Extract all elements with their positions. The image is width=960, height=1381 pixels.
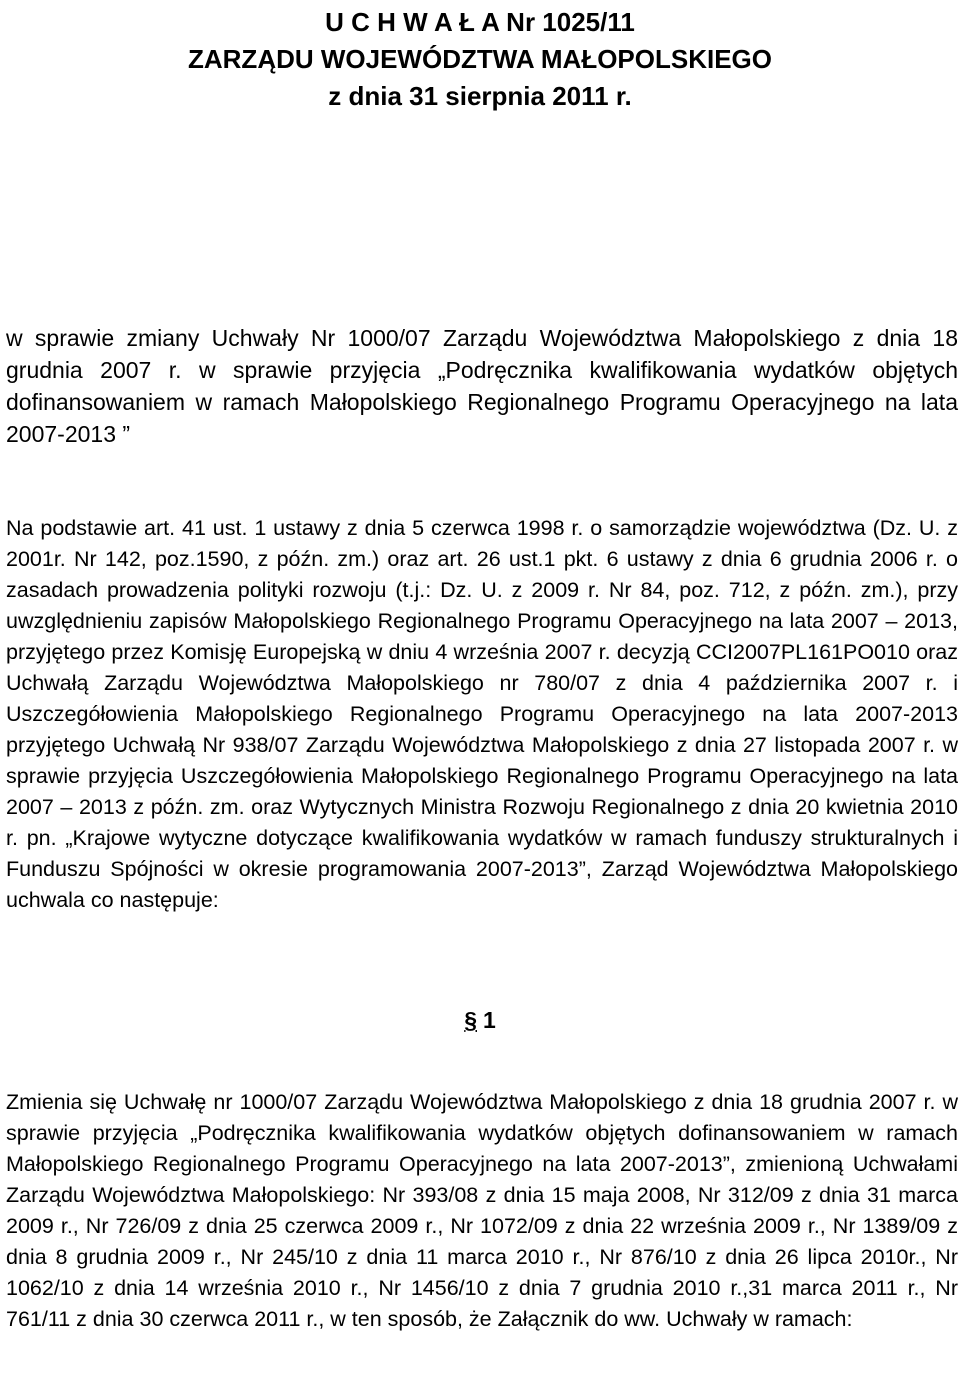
title-line-resolution-number: U C H W A Ł A Nr 1025/11 bbox=[325, 7, 635, 37]
section-body-paragraph: Zmienia się Uchwałę nr 1000/07 Zarządu Województwa Małopolskiego z dnia 18 grudnia 2007 r. w sprawie przyjęcia „Podręcznika kwalifikowania wydatków objętych dofinansowaniem w ramach Małopolskiego Regionalnego Programu Operacyjnego na lata 2007-2013”, zmienioną Uchwałami Zarządu Województwa Małopolskiego: Nr 393/08 z dnia 15 maja 2008, Nr 312/09 z dnia 31 marca 2009 r., Nr 726/09 z dnia 25 czerwca 2009 r., Nr 1072/09 z dnia 22 września 2009 r., Nr 1389/09 z dnia 8 grudnia 2009 r., Nr 245/10 z dnia 11 marca 2010 r., Nr 876/10 z dnia 26 lipca 2010r., Nr 1062/10 z dnia 14 września 2010 r., Nr 1456/10 z dnia 7 grudnia 2010 r.,31 marca 2011 r., Nr 761/11 z dnia 30 czerwca 2011 r., w ten sposób, że Załącznik do ww. Uchwały w ramach: bbox=[6, 1090, 958, 1331]
resolution-title bbox=[0, 4, 960, 115]
section-heading bbox=[0, 1004, 960, 1036]
legal-basis-paragraph: Na podstawie art. 41 ust. 1 ustawy z dnia 5 czerwca 1998 r. o samorządzie województwa (Dz. U. z 2001r. Nr 142, poz.1590, z późn. zm.) oraz art. 26 ust.1 pkt. 6 ustawy z dnia 6 grudnia 2006 r. o zasadach prowadzenia polityki rozwoju (t.j.: Dz. U. z 2009 r. Nr 84, poz. 712, z późn. zm.), przy uwzględnieniu zapisów Małopolskiego Regionalnego Programu Operacyjnego na lata 2007 – 2013, przyjętego przez Komisję Europejską w dniu 4 września 2007 r. decyzją CCI2007PL161PO010 oraz Uchwałą Zarządu Województwa Małopolskiego nr 780/07 z dnia 4 października 2007 r. i Uszczegółowienia Małopolskiego Regionalnego Programu Operacyjnego na lata 2007-2013 przyjętego Uchwałą Nr 938/07 Zarządu Województwa Małopolskiego z dnia 27 listopada 2007 r. w sprawie przyjęcia Uszczegółowienia Małopolskiego Regionalnego Programu Operacyjnego na lata 2007 – 2013 z późn. zm. oraz Wytycznych Ministra Rozwoju Regionalnego z dnia 20 kwietnia 2010 r. pn. „Krajowe wytyczne dotyczące kwalifikowania wydatków w ramach funduszy strukturalnych i Funduszu Spójności w okresie programowania 2007-2013”, Zarząd Województwa Małopolskiego uchwala co następuje: bbox=[6, 516, 958, 912]
section-number: 1 bbox=[483, 1007, 496, 1033]
section-symbol: § bbox=[464, 1007, 477, 1033]
resolution-subject: w sprawie zmiany Uchwały Nr 1000/07 Zarządu Województwa Małopolskiego z dnia 18 grudnia 2007 r. w sprawie przyjęcia „Podręcznika kwalifikowania wydatków objętych dofinansowaniem w ramach Małopolskiego Regionalnego Programu Operacyjnego na lata 2007-2013 ” bbox=[6, 325, 958, 447]
title-line-date: z dnia 31 sierpnia 2011 r. bbox=[328, 81, 632, 111]
title-line-issuing-body: ZARZĄDU WOJEWÓDZTWA MAŁOPOLSKIEGO bbox=[188, 44, 772, 74]
